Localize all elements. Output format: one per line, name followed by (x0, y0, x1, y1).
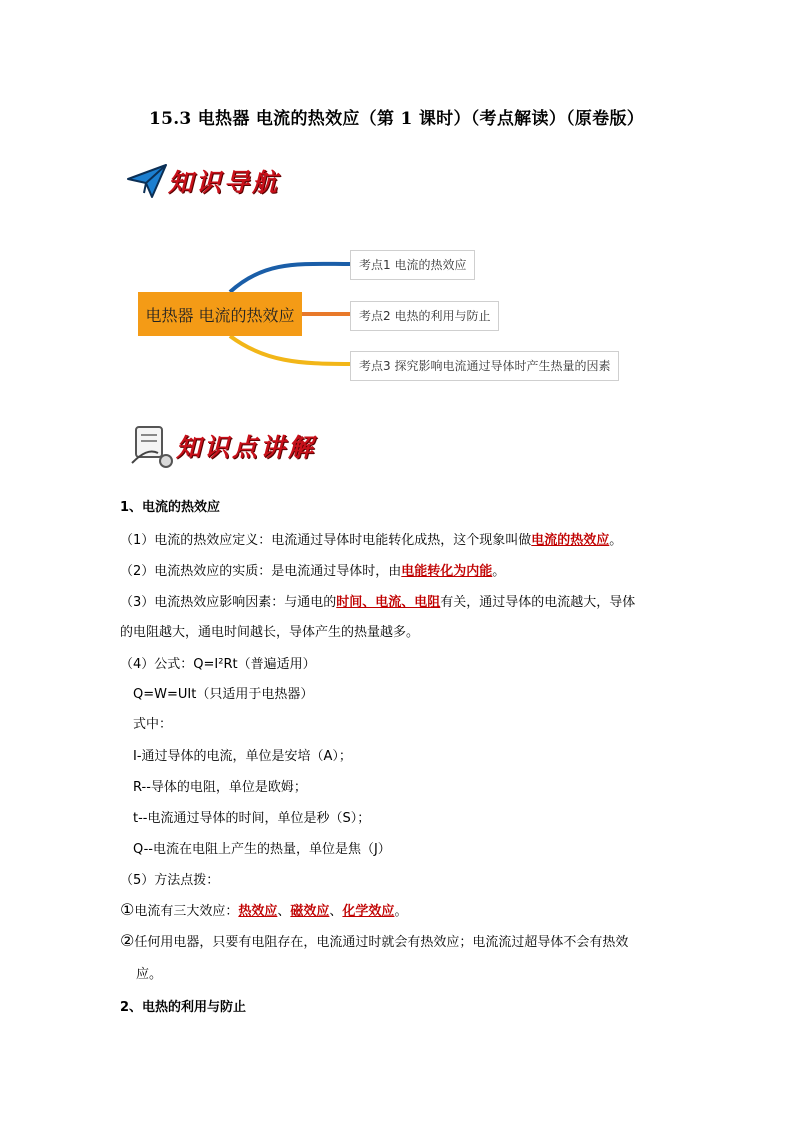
text: 。 (492, 564, 506, 579)
text: （2）电流热效应的实质：是电流通过导体时，由 (120, 564, 402, 579)
circled-number: ② (120, 931, 135, 950)
key-term: 电流的热效应 (531, 533, 610, 548)
knowledge-explanation-banner (128, 425, 316, 467)
paragraph (120, 931, 628, 950)
topic-node-2: 考点2 电热的利用与防止 (350, 301, 499, 331)
paragraph (120, 900, 407, 919)
banner-title: 知识点讲解 (176, 433, 317, 462)
key-term: 时间、电流、电阻 (336, 595, 441, 610)
paragraph (120, 591, 635, 610)
knowledge-navigation-banner (126, 160, 280, 202)
formula-line: t--电流通过导体的时间，单位是秒（S）； (133, 811, 371, 826)
scroll-quill-icon (128, 423, 176, 469)
branch-1 (230, 264, 350, 292)
text: （3）电流热效应影响因素：与通电的 (120, 595, 337, 610)
text: 、 (277, 904, 291, 919)
formula-line: （4）公式：Q=I²Rt（普遍适用） (120, 657, 316, 672)
text: 电流有三大效应： (134, 904, 239, 919)
text: 。 (394, 904, 408, 919)
formula-line: R--导体的电阻，单位是欧姆； (133, 780, 307, 795)
text: 。 (609, 533, 623, 548)
paragraph (120, 560, 505, 579)
section-heading: 1、电流的热效应 (120, 500, 221, 515)
text: 有关，通过导体的电流越大，导体 (440, 595, 636, 610)
text: （1）电流的热效应定义：电流通过导体时电能转化成热，这个现象叫做 (120, 533, 532, 548)
key-term: 磁效应 (290, 904, 330, 919)
branch-3 (230, 336, 350, 364)
formula-line: Q--电流在电阻上产生的热量，单位是焦（J） (133, 842, 391, 857)
topic-node-3: 考点3 探究影响电流通过导体时产生热量的因素 (350, 351, 619, 381)
paragraph-continuation: 应。 (136, 967, 163, 982)
paper-plane-icon (126, 163, 168, 199)
key-term: 电能转化为内能 (401, 564, 493, 579)
mind-map (130, 240, 650, 390)
text: 、 (329, 904, 343, 919)
paragraph: （5）方法点拨： (120, 873, 220, 888)
formula-line: I-通过导体的电流，单位是安培（A）； (133, 749, 352, 764)
paragraph (120, 529, 622, 548)
formula-line: 式中： (133, 717, 173, 732)
formula-line: Q=W=UIt（只适用于电热器） (133, 687, 314, 702)
banner-title: 知识导航 (168, 168, 281, 197)
section-heading: 2、电热的利用与防止 (120, 1000, 247, 1015)
document-title: 15.3 电热器 电流的热效应（第 1 课时）（考点解读）（原卷版） (148, 109, 645, 129)
key-term: 热效应 (238, 904, 278, 919)
topic-node-1: 考点1 电流的热效应 (350, 250, 475, 280)
key-term: 化学效应 (342, 904, 395, 919)
text: 任何用电器，只要有电阻存在，电流通过时就会有热效应；电流流过超导体不会有热效 (134, 935, 629, 950)
central-topic: 电热器 电流的热效应 (138, 292, 302, 336)
circled-number: ① (120, 900, 135, 919)
paragraph-continuation: 的电阻越大，通电时间越长，导体产生的热量越多。 (120, 625, 420, 640)
